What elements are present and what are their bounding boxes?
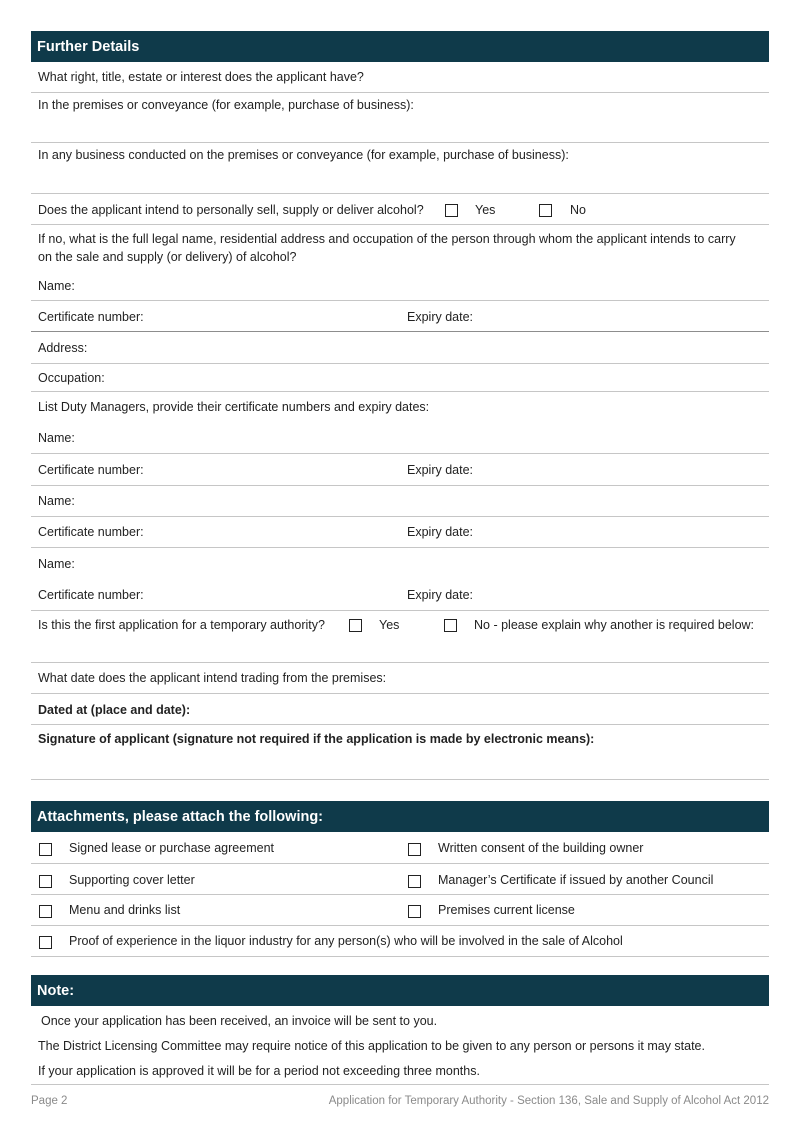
attach-experience-checkbox[interactable] — [39, 936, 52, 949]
agent-expiry-label: Expiry date: — [407, 310, 474, 324]
attach-owner-consent-label: Written consent of the building owner — [438, 841, 644, 855]
attach-license-label: Premises current license — [438, 903, 575, 917]
manager1-name-label: Name: — [38, 431, 75, 445]
first-no-label: No - please explain why another is required below: — [474, 618, 755, 632]
manager3-cert-label: Certificate number: — [38, 588, 144, 602]
manager1-name-line[interactable] — [31, 453, 769, 454]
note-line-3: If your application is approved it will be for a period not exceeding three months. — [38, 1064, 480, 1078]
manager3-name-label: Name: — [38, 557, 75, 571]
first-no-checkbox[interactable] — [444, 619, 457, 632]
question-if-no-line2: on the sale and supply (or delivery) of alcohol? — [38, 250, 297, 264]
attach-menu-label: Menu and drinks list — [69, 903, 181, 917]
question-business: In any business conducted on the premises or conveyance (for example, purchase of business): — [38, 148, 569, 162]
note-header: Note: — [31, 975, 769, 1006]
attach-menu-checkbox[interactable] — [39, 905, 52, 918]
agent-name-label: Name: — [38, 279, 75, 293]
attach-lease-checkbox[interactable] — [39, 843, 52, 856]
question-premises: In the premises or conveyance (for example, purchase of business): — [38, 98, 414, 112]
divider — [31, 92, 769, 93]
manager2-expiry-label: Expiry date: — [407, 525, 474, 539]
further-details-header: Further Details — [31, 31, 769, 62]
attach-cover-letter-checkbox[interactable] — [39, 875, 52, 888]
manager2-cert-label: Certificate number: — [38, 525, 144, 539]
manager3-expiry-label: Expiry date: — [407, 588, 474, 602]
question-right-title: What right, title, estate or interest does the applicant have? — [38, 70, 364, 84]
manager1-cert-label: Certificate number: — [38, 463, 144, 477]
note-line-2: The District Licensing Committee may require notice of this application to be given to any person or persons it may state. — [38, 1039, 705, 1053]
question-sell-alcohol: Does the applicant intend to personally sell, supply or deliver alcohol? — [38, 203, 424, 217]
attach-cover-letter-label: Supporting cover letter — [69, 873, 195, 887]
attach-experience-label: Proof of experience in the liquor industry for any person(s) who will be involved in the sale of Alcohol — [69, 934, 623, 948]
question-if-no-line1: If no, what is the full legal name, residential address and occupation of the person through whom the applicant intends to carry — [38, 232, 736, 246]
divider — [31, 925, 769, 926]
first-yes-label: Yes — [379, 618, 400, 632]
attach-manager-cert-checkbox[interactable] — [408, 875, 421, 888]
question-first-application: Is this the first application for a temporary authority? — [38, 618, 325, 632]
dated-at-line[interactable] — [31, 724, 769, 725]
agent-cert-line[interactable] — [31, 331, 769, 332]
sell-yes-checkbox[interactable] — [445, 204, 458, 217]
attach-lease-label: Signed lease or purchase agreement — [69, 841, 274, 855]
agent-occupation-line[interactable] — [31, 391, 769, 392]
divider — [31, 224, 769, 225]
manager2-cert-line[interactable] — [31, 547, 769, 548]
manager3-cert-line[interactable] — [31, 610, 769, 611]
first-yes-checkbox[interactable] — [349, 619, 362, 632]
note-line-1: Once your application has been received, an invoice will be sent to you. — [41, 1014, 438, 1028]
divider — [31, 956, 769, 957]
divider — [31, 1084, 769, 1085]
signature-label: Signature of applicant (signature not required if the application is made by electronic means): — [38, 732, 595, 746]
duty-managers-label: List Duty Managers, provide their certificate numbers and expiry dates: — [38, 400, 430, 414]
footer-title: Application for Temporary Authority - Section 136, Sale and Supply of Alcohol Act 2012 — [328, 1095, 769, 1107]
agent-cert-label: Certificate number: — [38, 310, 144, 324]
page-number: Page 2 — [31, 1095, 68, 1107]
attachments-header: Attachments, please attach the following: — [31, 801, 769, 832]
sell-no-label: No — [570, 203, 586, 217]
agent-occupation-label: Occupation: — [38, 371, 105, 385]
attach-manager-cert-label: Manager’s Certificate if issued by another Council — [438, 873, 714, 887]
sell-no-checkbox[interactable] — [539, 204, 552, 217]
manager2-name-line[interactable] — [31, 516, 769, 517]
divider — [31, 863, 769, 864]
agent-name-line[interactable] — [31, 300, 769, 301]
manager1-cert-line[interactable] — [31, 485, 769, 486]
question-trading-date: What date does the applicant intend trading from the premises: — [38, 671, 387, 685]
attach-owner-consent-checkbox[interactable] — [408, 843, 421, 856]
manager2-name-label: Name: — [38, 494, 75, 508]
dated-at-label: Dated at (place and date): — [38, 703, 191, 717]
business-answer-line[interactable] — [31, 193, 769, 194]
divider — [31, 894, 769, 895]
signature-line[interactable] — [31, 779, 769, 780]
trading-date-line[interactable] — [31, 693, 769, 694]
manager1-expiry-label: Expiry date: — [407, 463, 474, 477]
agent-address-line[interactable] — [31, 363, 769, 364]
agent-address-label: Address: — [38, 341, 88, 355]
premises-answer-line[interactable] — [31, 142, 769, 143]
sell-yes-label: Yes — [475, 203, 496, 217]
attach-license-checkbox[interactable] — [408, 905, 421, 918]
first-explain-line[interactable] — [31, 662, 769, 663]
